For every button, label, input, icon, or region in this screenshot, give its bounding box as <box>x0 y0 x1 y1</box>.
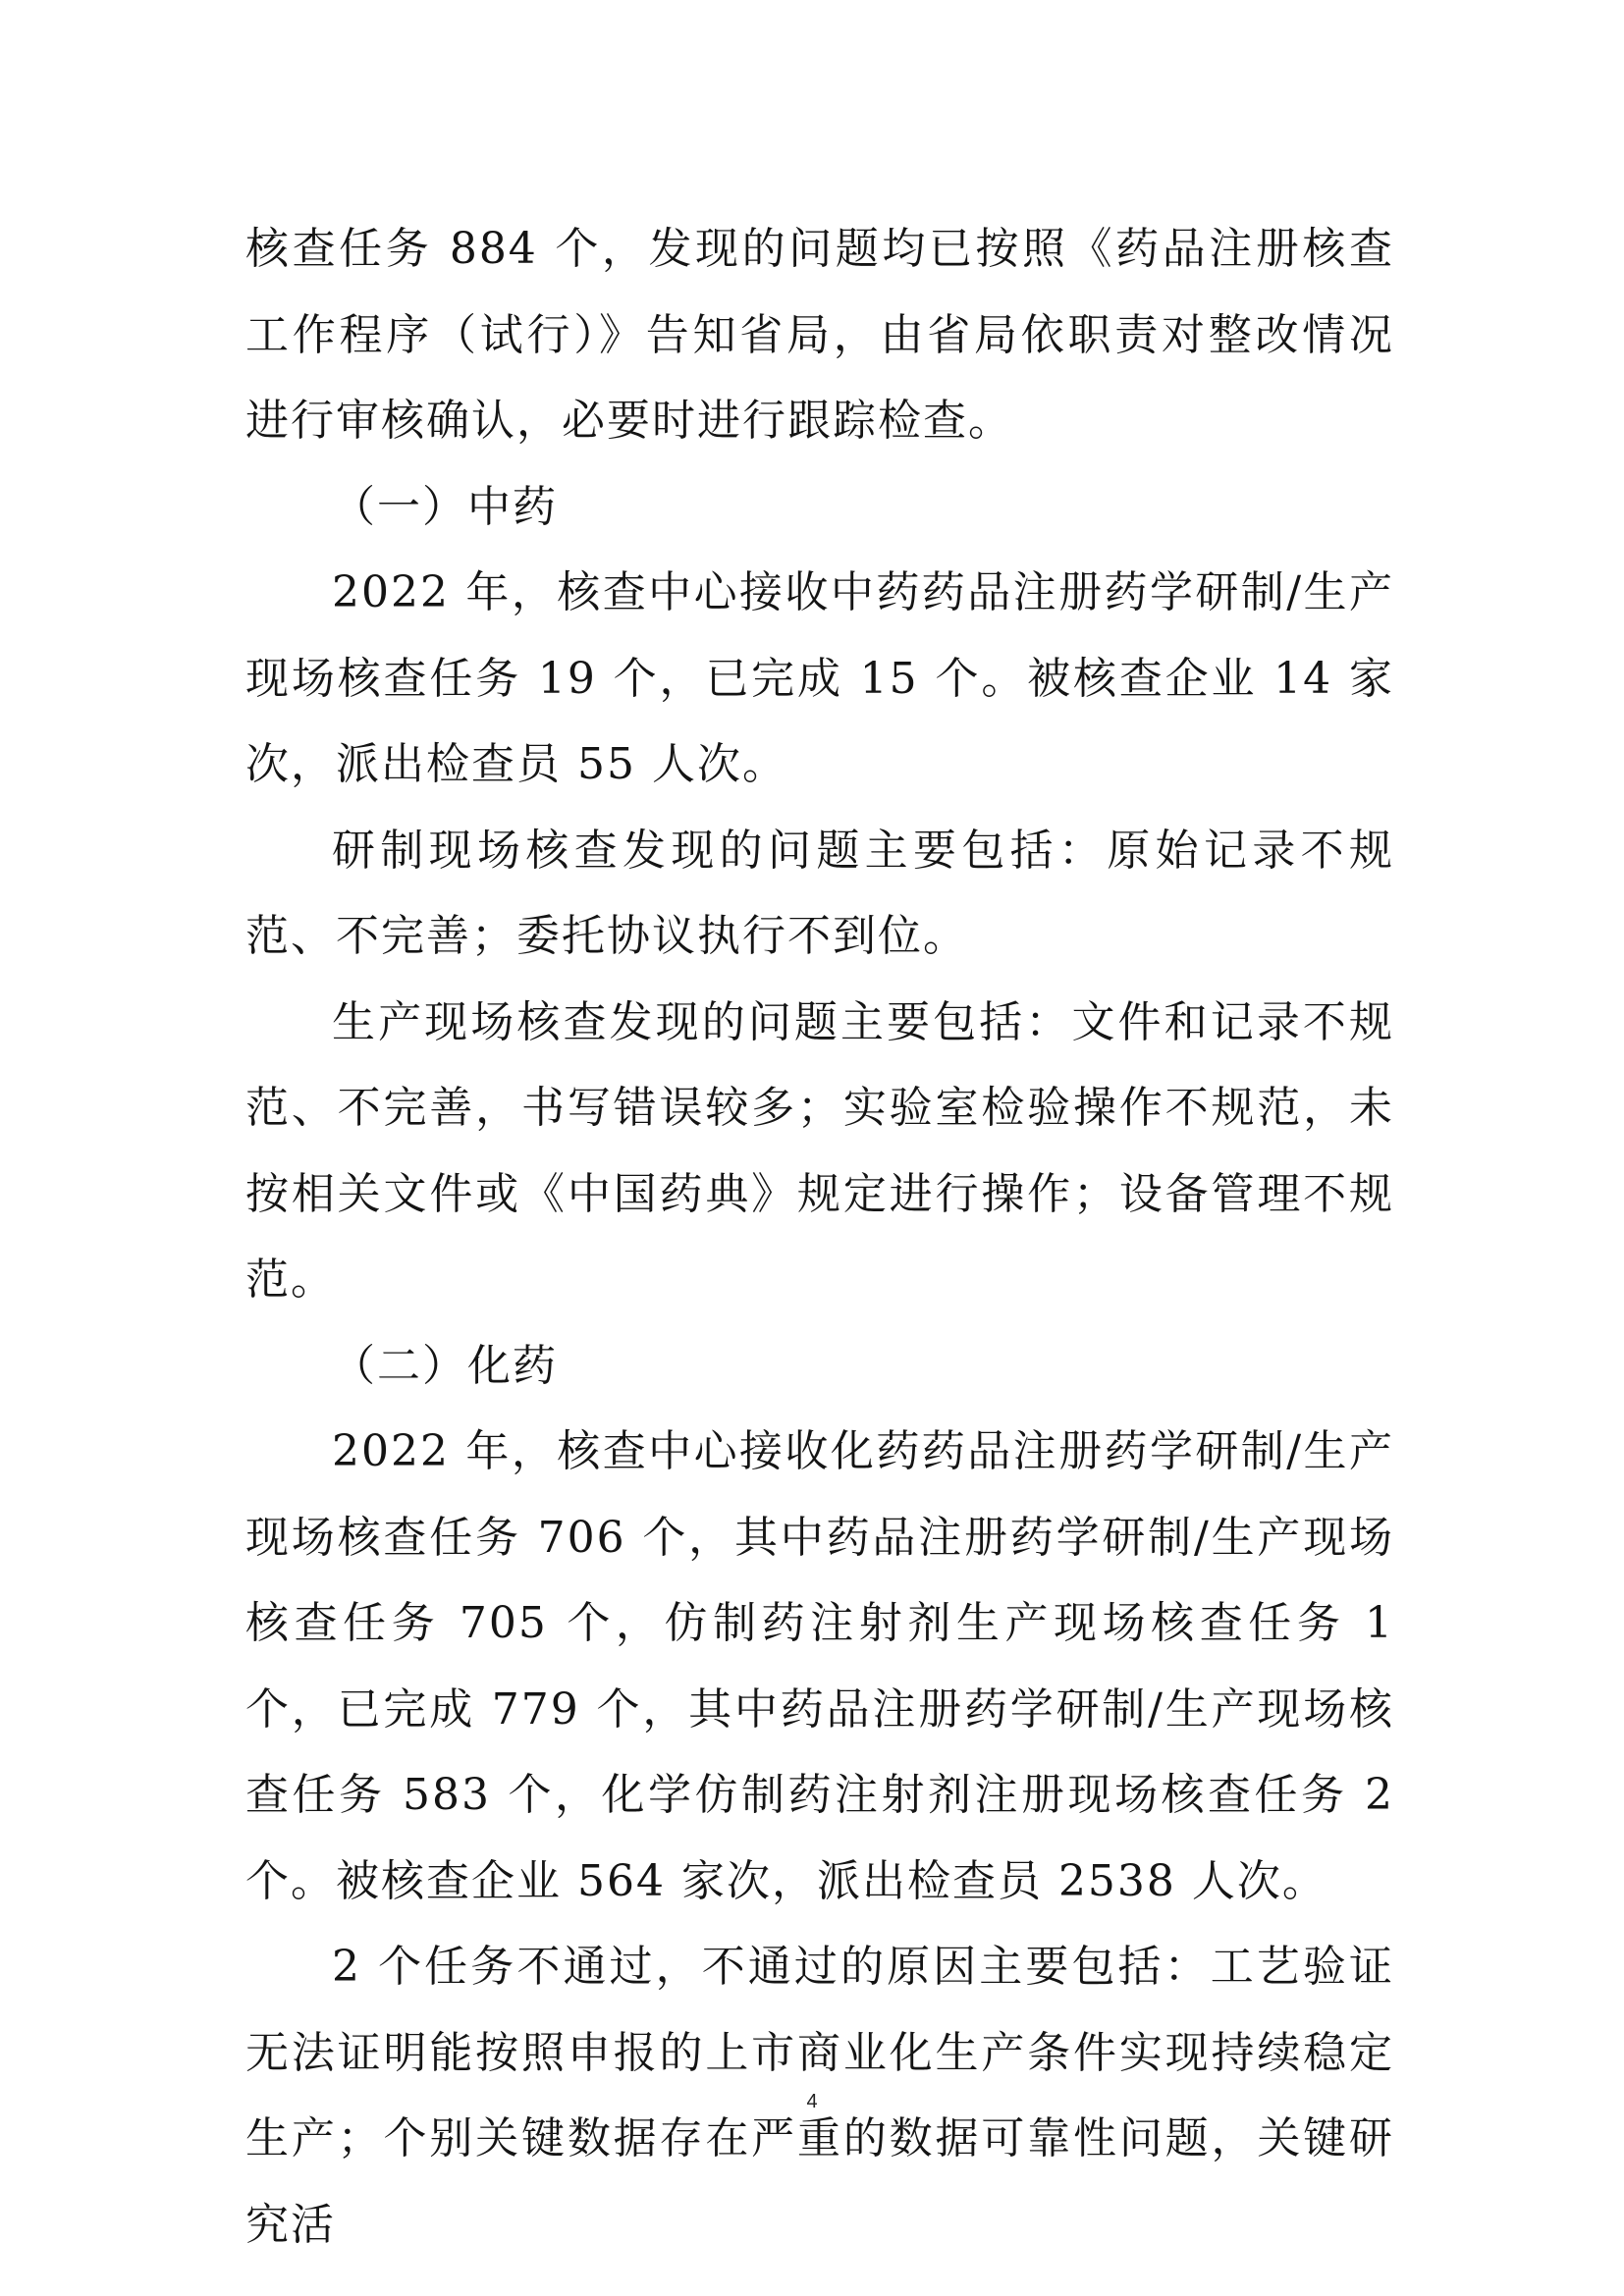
body-text <box>245 206 1394 2268</box>
section-heading-tcm: （一）中药 <box>332 481 558 532</box>
paragraph-tcm-stats: 2022 年，核查中心接收中药药品注册药学研制/生产现场核查任务 19 个，已完成 15 个。被核查企业 14 家次，派出检查员 55 人次。 <box>245 567 1394 789</box>
paragraph-tcm-rd-issues: 研制现场核查发现的问题主要包括：原始记录不规范、不完善；委托协议执行不到位。 <box>245 825 1394 961</box>
page-number: 4 <box>806 2091 818 2112</box>
paragraph-continuation: 核查任务 884 个，发现的问题均已按照《药品注册核查工作程序（试行）》告知省局，由省局依职责对整改情况进行审核确认，必要时进行跟踪检查。 <box>245 224 1394 446</box>
paragraph-tcm-production-issues: 生产现场核查发现的问题主要包括：文件和记录不规范、不完善，书写错误较多；实验室检验操作不规范，未按相关文件或《中国药典》规定进行操作；设备管理不规范。 <box>245 996 1394 1305</box>
section-heading-chemical: （二）化药 <box>332 1340 558 1391</box>
paragraph-chemical-stats: 2022 年，核查中心接收化药药品注册药学研制/生产现场核查任务 706 个，其中药品注册药学研制/生产现场核查任务 705 个，仿制药注射剂生产现场核查任务 1 个，已完成 779 个，其中药品注册药学研制/生产现场核查任务 583 个，化学仿制药注射剂注册现场核查任务 2 个。被核查企业 564 家次，派出检查员 2538 人次。 <box>245 1426 1394 1906</box>
paragraph-chemical-failures: 2 个任务不通过，不通过的原因主要包括：工艺验证无法证明能按照申报的上市商业化生产条件实现持续稳定生产；个别关键数据存在严重的数据可靠性问题，关键研究活 <box>245 1942 1394 2250</box>
